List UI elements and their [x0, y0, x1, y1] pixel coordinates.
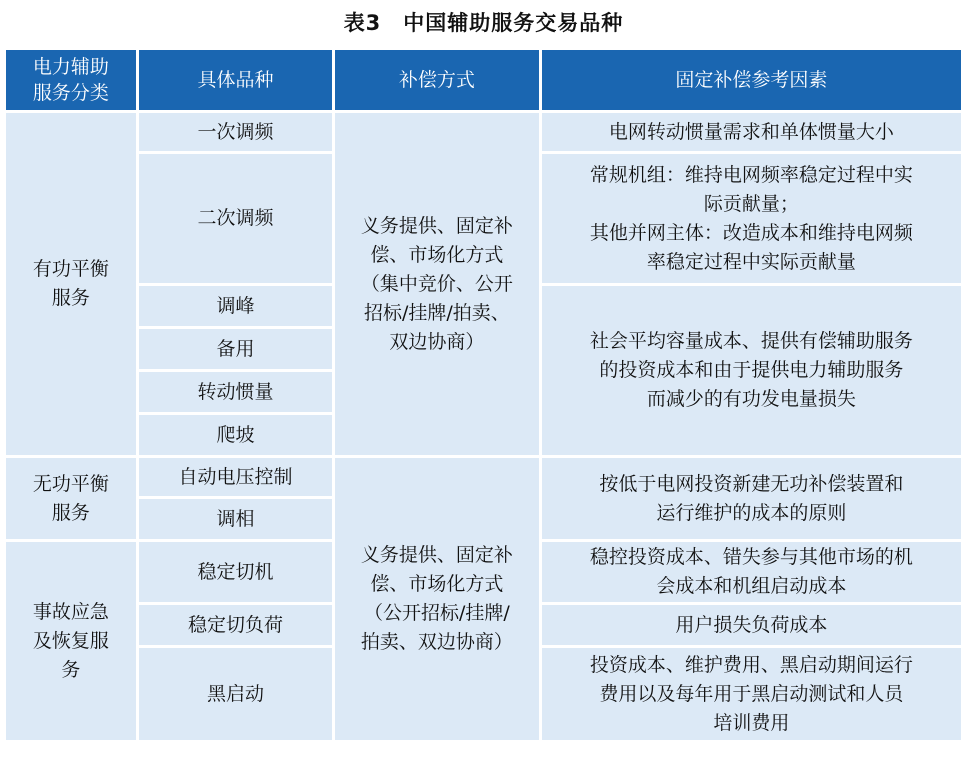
factor-cell: 用户损失负荷成本 [542, 605, 961, 645]
table-row [6, 113, 961, 151]
compensation-active: 义务提供、固定补 偿、市场化方式 （集中竞价、公开 招标/挂牌/拍卖、 双边协商） [335, 113, 539, 455]
factor-cell: 按低于电网投资新建无功补偿装置和 运行维护的成本的原则 [542, 458, 961, 539]
header-factors: 固定补偿参考因素 [542, 50, 961, 110]
factor-cell: 稳控投资成本、错失参与其他市场的机 会成本和机组启动成本 [542, 542, 961, 602]
item-cell: 自动电压控制 [139, 458, 332, 496]
category-emergency-recovery: 事故应急 及恢复服 务 [6, 542, 136, 740]
item-cell: 黑启动 [139, 648, 332, 740]
header-item: 具体品种 [139, 50, 332, 110]
factor-cell: 常规机组：维持电网频率稳定过程中实 际贡献量； 其他并网主体：改造成本和维持电网频 率稳定过程中实际贡献量 [542, 154, 961, 283]
header-row [6, 50, 961, 110]
factor-cell: 电网转动惯量需求和单体惯量大小 [542, 113, 961, 151]
item-cell: 一次调频 [139, 113, 332, 151]
header-category: 电力辅助 服务分类 [6, 50, 136, 110]
category-reactive-balance: 无功平衡 服务 [6, 458, 136, 539]
item-cell: 稳定切负荷 [139, 605, 332, 645]
item-cell: 备用 [139, 329, 332, 369]
header-compensation: 补偿方式 [335, 50, 539, 110]
auxiliary-services-table [3, 47, 964, 743]
factor-cell: 社会平均容量成本、提供有偿辅助服务 的投资成本和由于提供电力辅助服务 而减少的有功发电量损失 [542, 286, 961, 455]
table-row [6, 458, 961, 496]
category-active-balance: 有功平衡 服务 [6, 113, 136, 455]
item-cell: 调相 [139, 499, 332, 539]
compensation-reactive-emergency: 义务提供、固定补 偿、市场化方式 （公开招标/挂牌/ 拍卖、双边协商） [335, 458, 539, 740]
item-cell: 稳定切机 [139, 542, 332, 602]
item-cell: 二次调频 [139, 154, 332, 283]
item-cell: 爬坡 [139, 415, 332, 455]
item-cell: 调峰 [139, 286, 332, 326]
item-cell: 转动惯量 [139, 372, 332, 412]
factor-cell: 投资成本、维护费用、黑启动期间运行 费用以及每年用于黑启动测试和人员 培训费用 [542, 648, 961, 740]
table-title: 表3 中国辅助服务交易品种 [343, 11, 624, 35]
